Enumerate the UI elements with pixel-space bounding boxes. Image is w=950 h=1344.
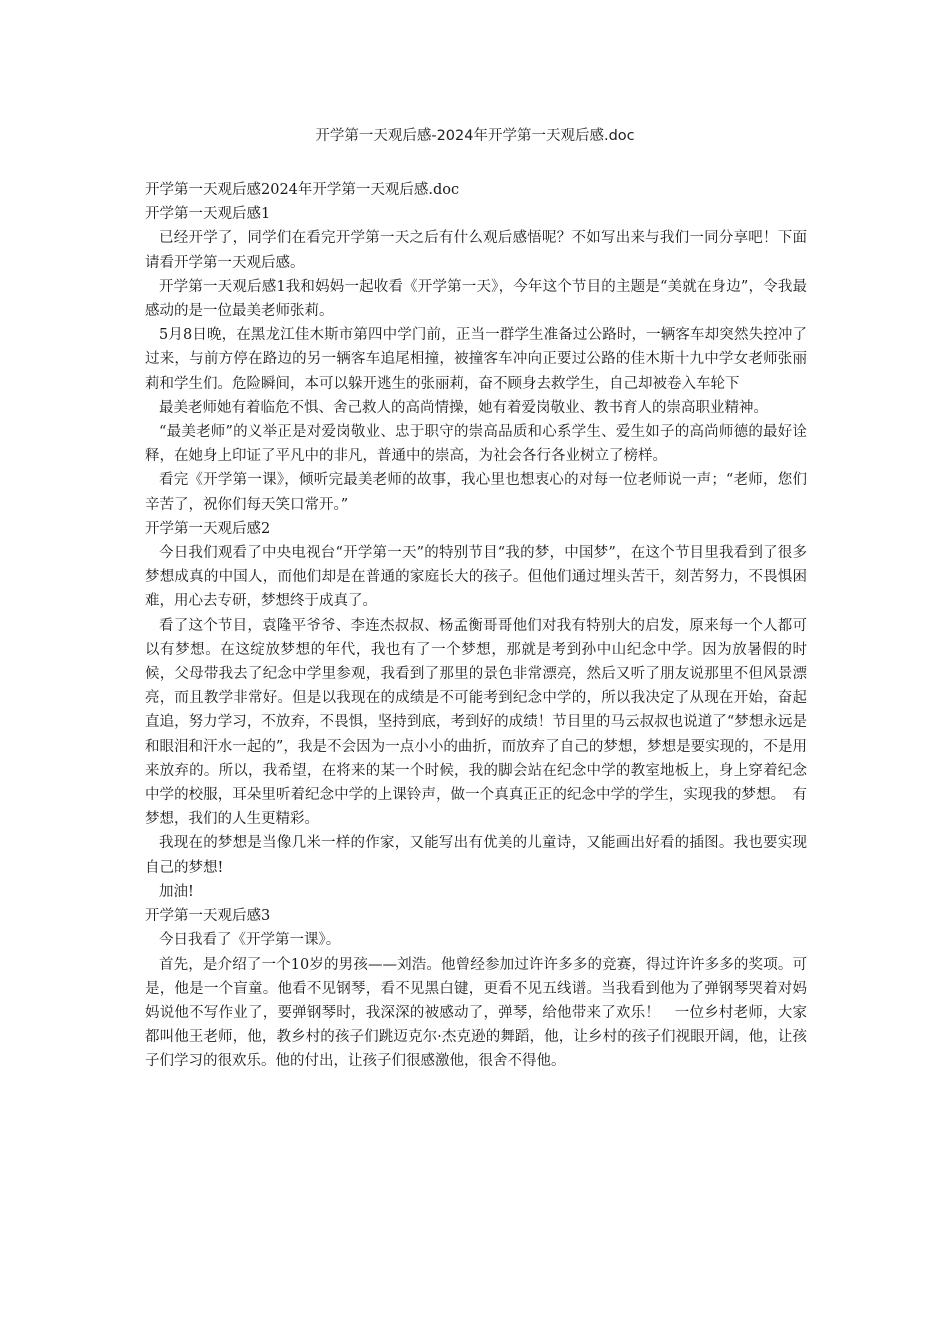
paragraph: 开学第一天观后感1我和妈妈一起收看《开学第一天》，今年这个节目的主题是“美就在身边”，令我最感动的是一位最美老师张莉。 bbox=[145, 278, 807, 320]
section-heading: 开学第一天观后感3 bbox=[145, 908, 271, 925]
paragraph: 我现在的梦想是当像几米一样的作家，又能写出有优美的儿童诗，又能画出好看的插图。我也要实现自己的梦想! bbox=[145, 835, 807, 876]
document-title: 开学第一天观后感-2024年开学第一天观后感.doc bbox=[315, 128, 635, 144]
paragraph: 看完《开学第一课》，倾听完最美老师的故事，我心里也想衷心的对每一位老师说一声；“老师，您们辛苦了，祝你们每天笑口常开。” bbox=[145, 472, 807, 513]
paragraph: 看了这个节目，袁隆平爷爷、李连杰叔叔、杨孟衡哥哥他们对我有特别大的启发，原来每一个人都可以有梦想。在这绽放梦想的年代，我也有了一个梦想，那就是考到孙中山纪念中学。因为放暑假的时候，父母带我去了纪念中学里参观，我看到了那里的景色非常漂亮，然后又听了朋友说那里不但风景漂亮，而且教学非常好。但是以我现在的成绩是不可能考到纪念中学的，所以我决定了从现在开始，奋起直追，努力学习，不放弃，不畏惧，坚持到底，考到好的成绩！节目里的马云叔叔也说道了“梦想永远是和眼泪和汗水一起的”，我是不会因为一点小小的曲折，而放弃了自己的梦想，梦想是要实现的，不是用来放弃的。所以，我希望，在将来的某一个时候，我的脚会站在纪念中学的教室地板上，身上穿着纪念中学的校服，耳朵里听着纪念中学的上课铃声，做一个真真正正的纪念中学的学生，实现我的梦想。 有梦想，我们的人生更精彩。 bbox=[145, 617, 807, 828]
paragraph: 5月8日晚，在黑龙江佳木斯市第四中学门前，正当一群学生准备过公路时，一辆客车却突然失控冲了过来，与前方停在路边的另一辆客车追尾相撞，被撞客车冲向正要过公路的佳木斯十九中学女老师张丽莉和学生们。危险瞬间，本可以躲开逃生的张丽莉，奋不顾身去救学生，自己却被卷入车轮下 bbox=[145, 327, 807, 392]
section-heading: 开学第一天观后感1 bbox=[145, 206, 271, 223]
paragraph: 首先，是介绍了一个10岁的男孩——刘浩。他曾经参加过许许多多的竞赛，得过许许多多的奖项。可是，他是一个盲童。他看不见钢琴，看不见黑白键，更看不见五线谱。当我看到他为了弹钢琴哭着对妈妈说他不写作业了，要弹钢琴时，我深深的被感动了，弹琴，给他带来了欢乐！ 一位乡村老师，大家都叫他王老师，他，教乡村的孩子们跳迈克尔·杰克逊的舞蹈，他，让乡村的孩子们视眼开阔，他，让孩子们学习的很欢乐。他的付出，让孩子们很感激他，很舍不得他。 bbox=[145, 956, 807, 1070]
paragraph: 最美老师她有着临危不惧、舍己救人的高尚情操，她有着爱岗敬业、教书育人的崇高职业精神。 bbox=[159, 399, 768, 416]
paragraph: 已经开学了，同学们在看完开学第一天之后有什么观后感悟呢？不如写出来与我们一同分享吧！下面请看开学第一天观后感。 bbox=[145, 230, 807, 271]
paragraph: 加油! bbox=[159, 883, 194, 900]
paragraph: 今日我看了《开学第一课》。 bbox=[159, 932, 341, 949]
subtitle-line: 开学第一天观后感2024年开学第一天观后感.doc bbox=[145, 182, 460, 198]
document-body bbox=[145, 178, 807, 1074]
section-heading: 开学第一天观后感2 bbox=[145, 520, 271, 537]
paragraph: 今日我们观看了中央电视台“开学第一天”的特别节目“我的梦，中国梦”，在这个节目里我看到了很多梦想成真的中国人，而他们却是在普通的家庭长大的孩子。但他们通过埋头苦干，刻苦努力，不畏惧困难，用心去专研，梦想终于成真了。 bbox=[145, 545, 807, 610]
paragraph: “最美老师”的义举正是对爱岗敬业、忠于职守的崇高品质和心系学生、爱生如子的高尚师德的最好诠释，在她身上印证了平凡中的非凡，普通中的崇高，为社会各行各业树立了榜样。 bbox=[145, 424, 807, 465]
